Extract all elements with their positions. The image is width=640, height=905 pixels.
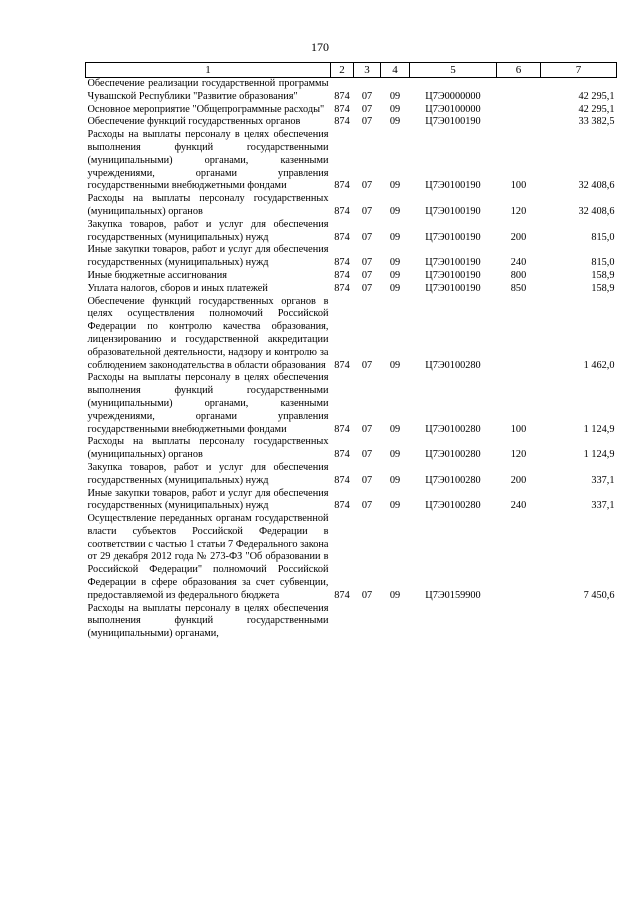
- code-csr: Ц7Э0100280: [425, 474, 481, 486]
- code-pr: 09: [389, 205, 401, 217]
- code-pr: 09: [389, 589, 401, 601]
- row-description: Закупка товаров, работ и услуг для обеспечения государственных (муниципальных) нужд: [87, 461, 329, 486]
- table-row: [86, 78, 617, 104]
- code-pr: 09: [389, 90, 401, 102]
- amount: 32 408,6: [578, 205, 615, 217]
- code-vr: [497, 116, 541, 129]
- code-rz: 07: [361, 257, 373, 269]
- code-gr: 874: [334, 449, 350, 461]
- row-description: Расходы на выплаты персоналу государственных (муниципальных) органов: [87, 436, 329, 461]
- amount: 158,9: [591, 269, 615, 281]
- table-row: [86, 283, 617, 296]
- code-rz: 07: [361, 589, 373, 601]
- amount: 815,0: [591, 231, 615, 243]
- table-row: [86, 129, 617, 193]
- code-gr: 874: [334, 103, 350, 115]
- row-description: Расходы на выплаты персоналу в целях обеспечения выполнения функций государственными (муниципальными) органами, казенными учреждениями, органами управления государственными внебюджетными фондами: [87, 372, 329, 435]
- code-pr: 09: [389, 359, 401, 371]
- code-pr: 09: [389, 103, 401, 115]
- code-vr: [497, 513, 541, 603]
- code-csr: Ц7Э0100190: [425, 180, 481, 192]
- code-gr: 874: [334, 474, 350, 486]
- code-vr: 120: [510, 449, 527, 461]
- code-vr: [497, 296, 541, 373]
- budget-table: [85, 62, 617, 641]
- code-csr: Ц7Э0100190: [425, 205, 481, 217]
- column-header: 6: [497, 63, 541, 78]
- amount: 815,0: [591, 257, 615, 269]
- code-csr: [410, 603, 497, 641]
- code-rz: 07: [361, 449, 373, 461]
- code-vr: 200: [510, 474, 527, 486]
- code-csr: Ц7Э0159900: [425, 589, 481, 601]
- code-csr: Ц7Э0100190: [425, 231, 481, 243]
- code-gr: 874: [334, 282, 350, 294]
- amount: 7 450,6: [583, 589, 615, 601]
- code-vr: [497, 104, 541, 117]
- code-vr: 100: [510, 423, 527, 435]
- code-rz: 07: [361, 474, 373, 486]
- row-description: Закупка товаров, работ и услуг для обеспечения государственных (муниципальных) нужд: [87, 218, 329, 243]
- code-gr: 874: [334, 116, 350, 128]
- code-vr: [497, 603, 541, 641]
- row-description: Обеспечение функций государственных органов в целях осуществления полномочий Российской Федерации по контролю качества образования, лицензированию и государственной аккредитации образовательной деятельности, надзору и контролю за соблюдением законодательства в области образования: [87, 295, 329, 371]
- code-csr: Ц7Э0100000: [425, 103, 481, 115]
- amount: 158,9: [591, 282, 615, 294]
- row-description: Иные бюджетные ассигнования: [87, 269, 227, 281]
- row-description: Расходы на выплаты персоналу в целях обеспечения выполнения функций государственными (муниципальными) органами, казенными учреждениями, органами управления государственными внебюджетными фондами: [87, 129, 329, 192]
- code-pr: 09: [389, 423, 401, 435]
- code-rz: 07: [361, 500, 373, 512]
- code-vr: 200: [510, 231, 527, 243]
- column-header: 5: [410, 63, 497, 78]
- amount: 42 295,1: [578, 90, 615, 102]
- code-pr: 09: [389, 231, 401, 243]
- code-pr: 09: [389, 500, 401, 512]
- code-pr: 09: [389, 116, 401, 128]
- table-row: [86, 462, 617, 488]
- header-row: [86, 63, 617, 78]
- code-gr: 874: [334, 90, 350, 102]
- code-rz: 07: [361, 269, 373, 281]
- table-row: [86, 488, 617, 514]
- row-description: Иные закупки товаров, работ и услуг для обеспечения государственных (муниципальных) нужд: [87, 487, 329, 512]
- code-rz: 07: [361, 180, 373, 192]
- table-row: [86, 513, 617, 603]
- code-vr: 800: [510, 269, 527, 281]
- table-row: [86, 244, 617, 270]
- amount: 1 124,9: [583, 423, 615, 435]
- code-pr: [381, 603, 410, 641]
- amount: 42 295,1: [578, 103, 615, 115]
- column-header: 2: [331, 63, 354, 78]
- table-row: [86, 436, 617, 462]
- code-gr: 874: [334, 205, 350, 217]
- code-vr: 240: [510, 500, 527, 512]
- amount: 33 382,5: [578, 116, 615, 128]
- row-description: Основное мероприятие "Общепрограммные расходы": [87, 103, 325, 115]
- code-csr: Ц7Э0100190: [425, 269, 481, 281]
- code-gr: 874: [334, 180, 350, 192]
- column-header: 3: [354, 63, 381, 78]
- row-description: Расходы на выплаты персоналу государственных (муниципальных) органов: [87, 193, 329, 217]
- code-pr: 09: [389, 269, 401, 281]
- code-csr: Ц7Э0100190: [425, 116, 481, 128]
- row-description: Обеспечение функций государственных органов: [87, 116, 301, 128]
- row-description: Осуществление переданных органам государственной власти субъектов Российской Федерации в соответствии с частью 1 статьи 7 Федерального закона от 29 декабря 2012 года № 273-ФЗ "Об образовании в Российской Федерации" полномочий Российской Федерации в сфере образования за счет субвенции, предоставляемой из федерального бюджета: [87, 513, 329, 601]
- code-vr: 120: [510, 205, 527, 217]
- code-csr: Ц7Э0100280: [425, 359, 481, 371]
- code-pr: 09: [389, 282, 401, 294]
- code-pr: 09: [389, 180, 401, 192]
- code-gr: [331, 603, 354, 641]
- code-rz: [354, 603, 381, 641]
- code-vr: 240: [510, 257, 527, 269]
- code-csr: Ц7Э0100280: [425, 449, 481, 461]
- row-description: Расходы на выплаты персоналу в целях обеспечения выполнения функций государственными (муниципальными) органами,: [87, 602, 329, 640]
- code-csr: Ц7Э0100280: [425, 500, 481, 512]
- code-gr: 874: [334, 423, 350, 435]
- amount: 1 124,9: [583, 449, 615, 461]
- code-pr: 09: [389, 449, 401, 461]
- row-description: Иные закупки товаров, работ и услуг для обеспечения государственных (муниципальных) нужд: [87, 244, 329, 269]
- code-rz: 07: [361, 423, 373, 435]
- code-rz: 07: [361, 90, 373, 102]
- code-rz: 07: [361, 116, 373, 128]
- code-rz: 07: [361, 103, 373, 115]
- code-gr: 874: [334, 269, 350, 281]
- code-csr: Ц7Э0100280: [425, 423, 481, 435]
- code-gr: 874: [334, 359, 350, 371]
- table-row: [86, 219, 617, 245]
- code-csr: Ц7Э0000000: [425, 90, 481, 102]
- code-rz: 07: [361, 205, 373, 217]
- table-row: [86, 270, 617, 283]
- amount: 32 408,6: [578, 180, 615, 192]
- code-csr: Ц7Э0100190: [425, 257, 481, 269]
- code-pr: 09: [389, 257, 401, 269]
- table-row: [86, 372, 617, 436]
- code-gr: 874: [334, 257, 350, 269]
- code-gr: 874: [334, 231, 350, 243]
- code-vr: 100: [510, 180, 527, 192]
- column-header: 1: [86, 63, 331, 78]
- code-rz: 07: [361, 359, 373, 371]
- code-gr: 874: [334, 589, 350, 601]
- table-row: [86, 603, 617, 641]
- page-number: 170: [311, 40, 329, 54]
- code-rz: 07: [361, 231, 373, 243]
- amount: 337,1: [591, 474, 615, 486]
- table-row: [86, 296, 617, 373]
- code-gr: 874: [334, 500, 350, 512]
- amount: [541, 603, 617, 641]
- row-description: Уплата налогов, сборов и иных платежей: [87, 282, 268, 294]
- column-header: 4: [381, 63, 410, 78]
- code-csr: Ц7Э0100190: [425, 282, 481, 294]
- code-rz: 07: [361, 282, 373, 294]
- code-vr: 850: [510, 282, 527, 294]
- code-vr: [497, 78, 541, 104]
- code-pr: 09: [389, 474, 401, 486]
- column-header: 7: [541, 63, 617, 78]
- table-row: [86, 193, 617, 219]
- row-description: Обеспечение реализации государственной программы Чувашской Республики "Развитие образования": [87, 78, 329, 102]
- amount: 1 462,0: [583, 359, 615, 371]
- table-row: [86, 104, 617, 117]
- table-row: [86, 116, 617, 129]
- amount: 337,1: [591, 500, 615, 512]
